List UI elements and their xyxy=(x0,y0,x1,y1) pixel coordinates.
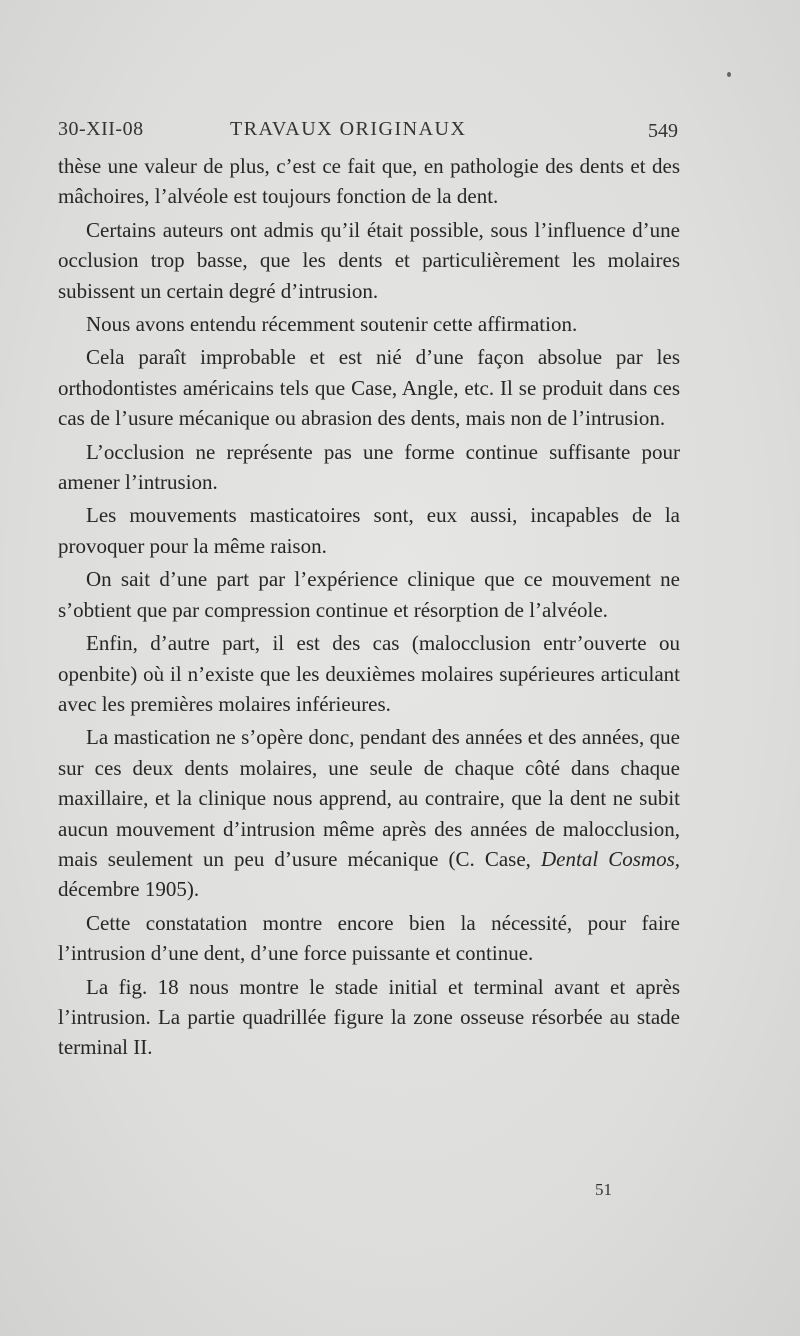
signature-mark: 51 xyxy=(595,1180,612,1199)
header-title: TRAVAUX ORIGINAUX xyxy=(230,118,467,140)
page-number: 549 xyxy=(648,120,678,142)
ink-speck xyxy=(727,72,731,77)
paragraph-text: La mastication ne s’opère donc, pendant des années et des années, que sur ces deux dents molaires, une seule de chaque côté dans chaque maxillaire, et la clinique nous apprend, au contraire, que la dent ne subit aucun mouvement d’intrusion même après des années de malocclusion, mais seulement un peu d’usure mécanique (C. Case, xyxy=(58,725,680,871)
citation-date: décembre 1905). xyxy=(58,877,200,902)
paragraph: Cela paraît improbable et est nié d’une façon absolue par les orthodontistes américains tels que Case, Angle, etc. Il se produit dans ces cas de l’usure mécanique ou abrasion des dents, mais non de l’intrusion. xyxy=(58,345,680,431)
paragraph: Certains auteurs ont admis qu’il était possible, sous l’influence d’une occlusion trop basse, que les dents et particulièrement les molaires subissent un certain degré d’intrusion. xyxy=(58,217,680,303)
paragraph: On sait d’une part par l’expérience clinique que ce mouvement ne s’obtient que par compression continue et résorption de l’alvéole. xyxy=(58,567,680,622)
paragraph: Nous avons entendu récemment soutenir cette affirmation. xyxy=(86,312,578,337)
paragraph: Enfin, d’autre part, il est des cas (malocclusion entr’ouverte ou openbite) où il n’existe que les deuxièmes molaires supérieures articulant avec les premières molaires inférieures. xyxy=(58,631,680,716)
citation-journal: Dental Cosmos, xyxy=(541,846,680,871)
running-header xyxy=(58,118,678,148)
paragraph: Cette constatation montre encore bien la nécessité, pour faire l’intrusion d’une dent, d’une force puissante et continue. xyxy=(58,910,680,966)
body-text xyxy=(58,151,680,1066)
header-date: 30-XII-08 xyxy=(58,118,144,140)
paragraph: Les mouvements masticatoires sont, eux aussi, incapables de la provoquer pour la même raison. xyxy=(58,503,680,558)
paragraph-with-citation xyxy=(58,722,680,904)
paragraph: L’occlusion ne représente pas une forme continue suffisante pour amener l’intrusion. xyxy=(58,439,680,495)
paragraph: thèse une valeur de plus, c’est ce fait que, en pathologie des dents et des mâchoires, l’alvéole est toujours fonction de la dent. xyxy=(58,154,680,209)
paragraph: La fig. 18 nous montre le stade initial et terminal avant et après l’intrusion. La partie quadrillée figure la zone osseuse résorbée au stade terminal II. xyxy=(58,974,680,1060)
